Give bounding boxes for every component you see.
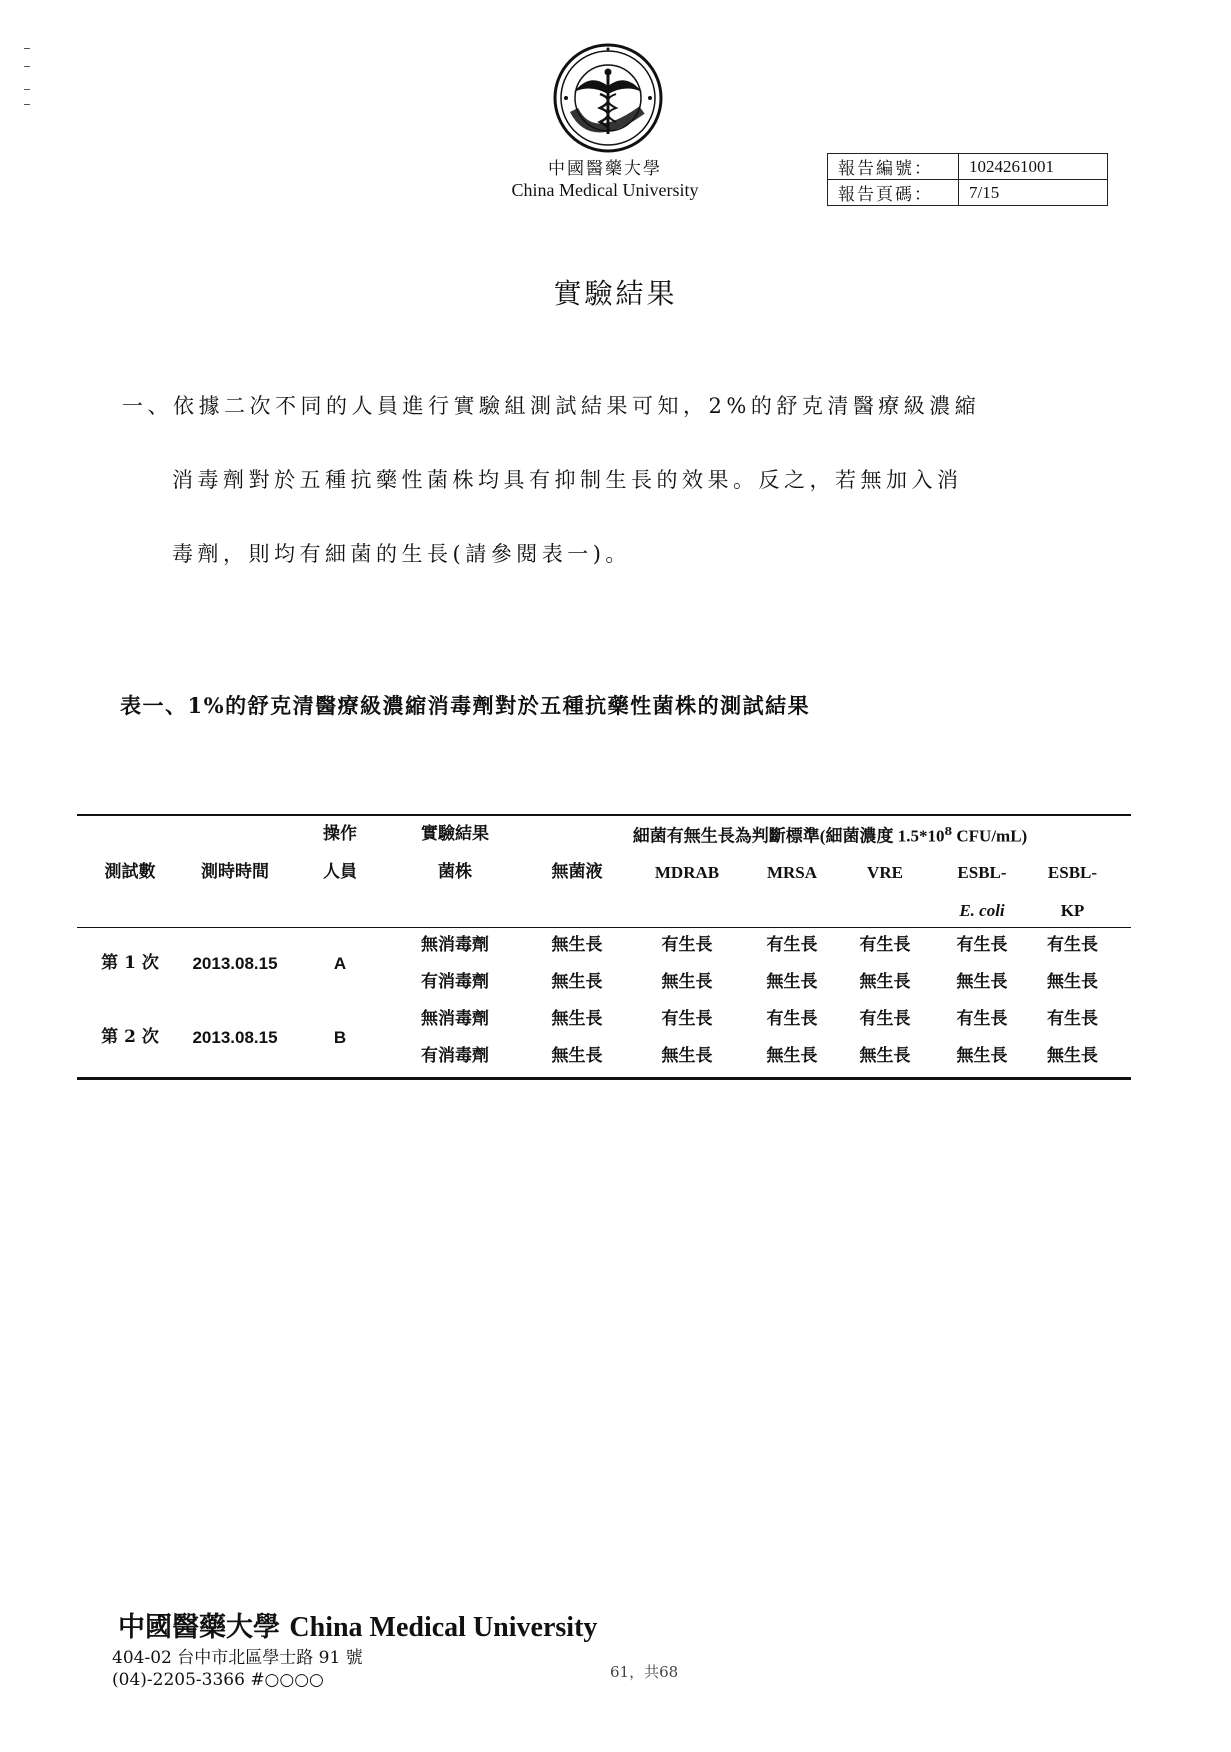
report-page-label: 報告頁碼：	[828, 180, 959, 206]
table-caption: 表一、1%的舒克清醫療級濃縮消毒劑對於五種抗藥性菌株的測試結果	[120, 693, 811, 718]
paragraph-line-3: 毒劑，則均有細菌的生長(請參閱表一)。	[172, 542, 631, 566]
header-strain: VRE	[867, 863, 903, 882]
header-strain: MDRAB	[654, 863, 720, 882]
condition-cell: 無消毒劑	[421, 1009, 489, 1029]
report-info-table	[827, 153, 1108, 206]
page-number: 61，共68	[610, 1663, 679, 1681]
result-cell: 無生長	[956, 972, 1008, 992]
report-number-label: 報告編號：	[828, 154, 959, 180]
report-page: 7/15	[959, 180, 1108, 206]
condition-cell: 無消毒劑	[421, 935, 489, 955]
operator-cell: A	[333, 954, 347, 973]
header-operator-top: 操作	[323, 824, 357, 844]
result-cell: 無生長	[859, 1046, 911, 1066]
test-date-cell: 2013.08.15	[192, 1028, 278, 1047]
university-name-en: China Medical University	[511, 180, 699, 200]
header-strain-line2: E. coli	[959, 901, 1005, 920]
result-cell: 無生長	[1047, 972, 1098, 992]
result-cell: 有生長	[956, 1009, 1008, 1029]
result-cell: 無生長	[661, 1046, 713, 1066]
header-result-top: 實驗結果	[421, 824, 489, 844]
header-strain: 無菌液	[551, 862, 603, 882]
footer-title-zh: 中國醫藥大學	[118, 1612, 280, 1643]
result-cell: 無生長	[766, 972, 818, 992]
result-cell: 無生長	[859, 972, 911, 992]
condition-cell: 有消毒劑	[421, 1046, 489, 1066]
test-count-cell: 第 2 次	[101, 1027, 159, 1047]
header-test-count: 測試數	[104, 862, 156, 882]
result-cell: 無生長	[766, 1046, 818, 1066]
footer-title-en: China Medical University	[289, 1612, 598, 1643]
table-top-rule	[77, 814, 1131, 816]
university-name-zh: 中國醫藥大學	[548, 159, 662, 179]
paragraph-line-2: 消毒劑對於五種抗藥性菌株均具有抑制生長的效果。反之，若無加入消	[172, 468, 963, 492]
test-count-cell: 第 1 次	[101, 953, 159, 973]
header-test-time: 測時時間	[201, 862, 269, 882]
result-cell: 無生長	[551, 972, 603, 992]
result-cell: 有生長	[956, 935, 1008, 955]
scan-mark	[24, 89, 30, 90]
result-cell: 有生長	[859, 935, 911, 955]
scan-mark	[24, 48, 30, 49]
header-strain-line2: KP	[1060, 901, 1085, 920]
operator-cell: B	[333, 1028, 347, 1047]
header-result-bottom: 菌株	[438, 862, 472, 882]
result-cell: 無生長	[551, 935, 603, 955]
result-cell: 有生長	[766, 935, 818, 955]
header-strain: ESBL-	[1047, 863, 1098, 882]
scan-mark	[24, 66, 30, 67]
footer-address: 404-02 台中市北區學士路 91 號	[112, 1648, 363, 1668]
result-cell: 有生長	[661, 935, 713, 955]
condition-cell: 有消毒劑	[421, 972, 489, 992]
result-cell: 無生長	[1047, 1046, 1098, 1066]
result-cell: 有生長	[1047, 1009, 1098, 1029]
university-seal-logo	[552, 42, 664, 154]
result-cell: 無生長	[956, 1046, 1008, 1066]
header-criteria: 細菌有無生長為判斷標準(細菌濃度 $1.5*10^8$ CFU/mL)	[632, 825, 1028, 846]
table-bottom-rule	[77, 1077, 1131, 1080]
result-cell: 有生長	[1047, 935, 1098, 955]
paragraph-line-1: 一、依據二次不同的人員進行實驗組測試結果可知，2%的舒克清醫療級濃縮	[122, 394, 981, 418]
header-operator-bottom: 人員	[323, 862, 357, 882]
result-cell: 無生長	[551, 1009, 603, 1029]
result-cell: 無生長	[551, 1046, 603, 1066]
test-date-cell: 2013.08.15	[192, 954, 278, 973]
result-cell: 有生長	[766, 1009, 818, 1029]
header-strain: ESBL-	[957, 863, 1007, 882]
footer-title	[118, 1605, 597, 1644]
result-cell: 有生長	[661, 1009, 713, 1029]
section-title: 實驗結果	[553, 277, 678, 310]
header-strain: MRSA	[766, 863, 818, 882]
result-cell: 有生長	[859, 1009, 911, 1029]
result-cell: 無生長	[661, 972, 713, 992]
scan-mark	[24, 104, 30, 105]
report-number: 1024261001	[959, 154, 1108, 180]
table-header-rule	[77, 927, 1131, 928]
footer-phone: (04)-2205-3366 #○○○○	[112, 1670, 324, 1690]
